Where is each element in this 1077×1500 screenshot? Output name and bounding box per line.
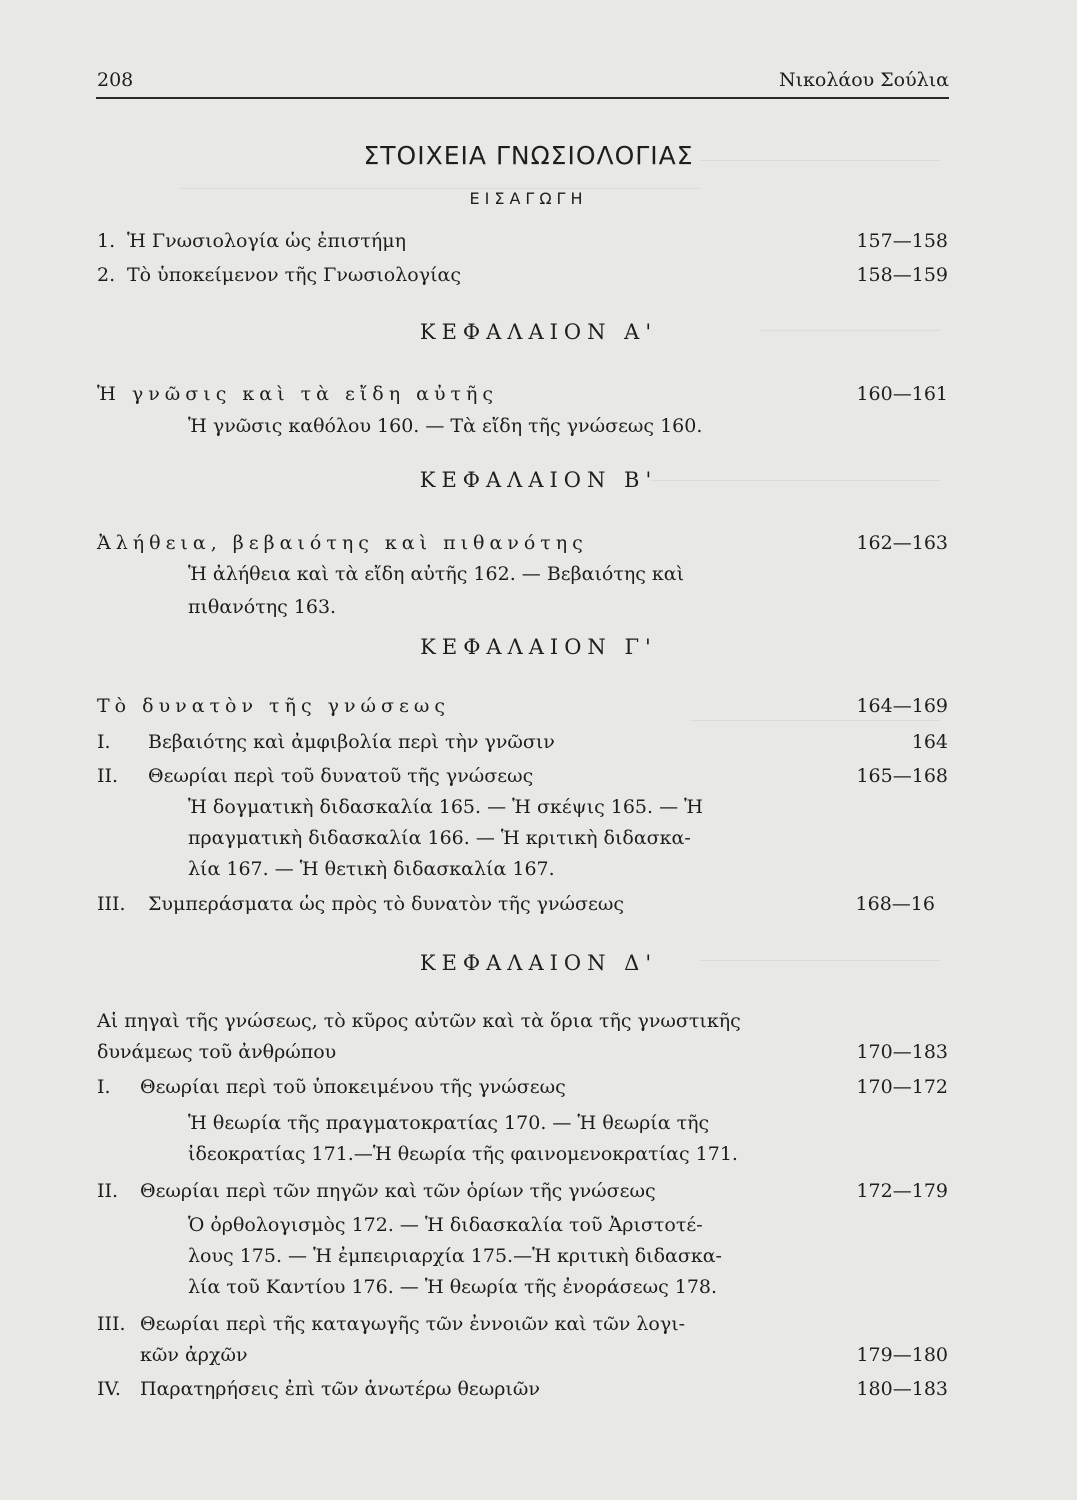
chapter-subtopics: Ἡ ἀλήθεια καὶ τὰ εἴδη αὐτῆς 162. — Βεβαιότης καὶ xyxy=(188,563,685,585)
entry-subtopics: λία 167. — Ἡ θετικὴ διδασκαλία 167. xyxy=(188,858,555,880)
entry-number: II. xyxy=(97,1180,119,1202)
entry-pages: 170—172 xyxy=(856,1076,948,1098)
entry-number: II. xyxy=(97,765,119,787)
entry-title: Τὸ ὑποκείμενον τῆς Γνωσιολογίας xyxy=(127,264,461,286)
running-title: Νικολάου Σούλια xyxy=(778,69,949,91)
entry-subtopics: ἰδεοκρατίας 171.—Ἡ θεωρία τῆς φαινομενοκρατίας 171. xyxy=(188,1143,738,1165)
chapter-heading: ΚΕΦΑΛΑΙΟΝ Α' xyxy=(419,320,658,344)
entry-title: Ἡ Γνωσιολογία ὡς ἐπιστήμη xyxy=(127,230,407,252)
entry-title: Θεωρίαι περὶ τῶν πηγῶν καὶ τῶν ὁρίων τῆς γνώσεως xyxy=(140,1180,656,1202)
entry-number: 1. xyxy=(97,230,116,252)
entry-title: Βεβαιότης καὶ ἀμφιβολία περὶ τὴν γνῶσιν xyxy=(148,731,555,753)
entry-title: κῶν ἀρχῶν xyxy=(140,1344,248,1366)
entry-subtopics: Ὁ ὀρθολογισμὸς 172. — Ἡ διδασκαλία τοῦ Ἀριστοτέ- xyxy=(188,1214,703,1236)
chapter-heading: ΚΕΦΑΛΑΙΟΝ Γ' xyxy=(420,635,657,659)
entry-title: Παρατηρήσεις ἐπὶ τῶν ἀνωτέρω θεωριῶν xyxy=(140,1378,540,1400)
entry-pages: 165—168 xyxy=(856,765,948,787)
entry-number: IV. xyxy=(97,1378,121,1400)
entry-pages: 157—158 xyxy=(856,230,948,252)
entry-pages: 180—183 xyxy=(856,1378,948,1400)
chapter-title: δυνάμεως τοῦ ἀνθρώπου xyxy=(97,1041,337,1063)
chapter-title: Αἱ πηγαὶ τῆς γνώσεως, τὸ κῦρος αὐτῶν καὶ τὰ ὅρια τῆς γνωστικῆς xyxy=(97,1010,741,1032)
entry-subtopics: λία τοῦ Καντίου 176. — Ἡ θεωρία τῆς ἐνοράσεως 178. xyxy=(188,1276,718,1298)
chapter-subtopics: πιθανότης 163. xyxy=(188,596,337,618)
chapter-heading: ΚΕΦΑΛΑΙΟΝ Δ' xyxy=(419,951,658,975)
book-title: ΣΤΟΙΧΕΙΑ ΓΝΩΣΙΟΛΟΓΙΑΣ xyxy=(363,141,694,170)
entry-pages: 168—16 xyxy=(855,893,935,915)
entry-pages: 158—159 xyxy=(856,264,948,286)
entry-number: III. xyxy=(97,1313,126,1335)
chapter-pages: 162—163 xyxy=(856,532,948,554)
entry-title: Συμπεράσματα ὡς πρὸς τὸ δυνατὸν τῆς γνώσεως xyxy=(148,893,624,915)
entry-subtopics: πραγματικὴ διδασκαλία 166. — Ἡ κριτικὴ διδασκα- xyxy=(188,827,691,849)
entry-number: I. xyxy=(97,1076,111,1098)
entry-title: Θεωρίαι περὶ τοῦ ὑποκειμένου τῆς γνώσεως xyxy=(140,1076,566,1098)
entry-number: 2. xyxy=(97,264,116,286)
page-number: 208 xyxy=(97,69,134,91)
entry-subtopics: λους 175. — Ἡ ἐμπειριαρχία 175.—Ἡ κριτικὴ διδασκα- xyxy=(188,1245,722,1267)
entry-subtopics: Ἡ δογματικὴ διδασκαλία 165. — Ἡ σκέψις 165. — Ἡ xyxy=(188,796,703,818)
entry-number: III. xyxy=(97,893,126,915)
chapter-pages: 160—161 xyxy=(856,383,948,405)
entry-subtopics: Ἡ θεωρία τῆς πραγματοκρατίας 170. — Ἡ θεωρία τῆς xyxy=(188,1112,710,1134)
chapter-pages: 164—169 xyxy=(856,695,948,717)
chapter-title: Τὸ δυνατὸν τῆς γνώσεως xyxy=(97,695,450,717)
entry-title: Θεωρίαι περὶ τῆς καταγωγῆς τῶν ἐννοιῶν καὶ τῶν λογι- xyxy=(140,1313,686,1335)
entry-pages: 179—180 xyxy=(856,1344,948,1366)
chapter-title: Ἡ γνῶσις καὶ τὰ εἴδη αὐτῆς xyxy=(97,383,499,405)
chapter-title: Ἀλήθεια, βεβαιότης καὶ πιθανότης xyxy=(97,532,588,554)
chapter-pages: 170—183 xyxy=(856,1041,948,1063)
chapter-subtopics: Ἡ γνῶσις καθόλου 160. — Τὰ εἴδη τῆς γνώσεως 160. xyxy=(188,415,703,437)
intro-heading: ΕΙΣΑΓΩΓΗ xyxy=(469,189,588,208)
header-rule xyxy=(96,97,949,99)
entry-pages: 172—179 xyxy=(856,1180,948,1202)
entry-pages: 164 xyxy=(911,731,948,753)
entry-title: Θεωρίαι περὶ τοῦ δυνατοῦ τῆς γνώσεως xyxy=(148,765,534,787)
chapter-heading: ΚΕΦΑΛΑΙΟΝ Β' xyxy=(419,468,658,492)
entry-number: I. xyxy=(97,731,111,753)
